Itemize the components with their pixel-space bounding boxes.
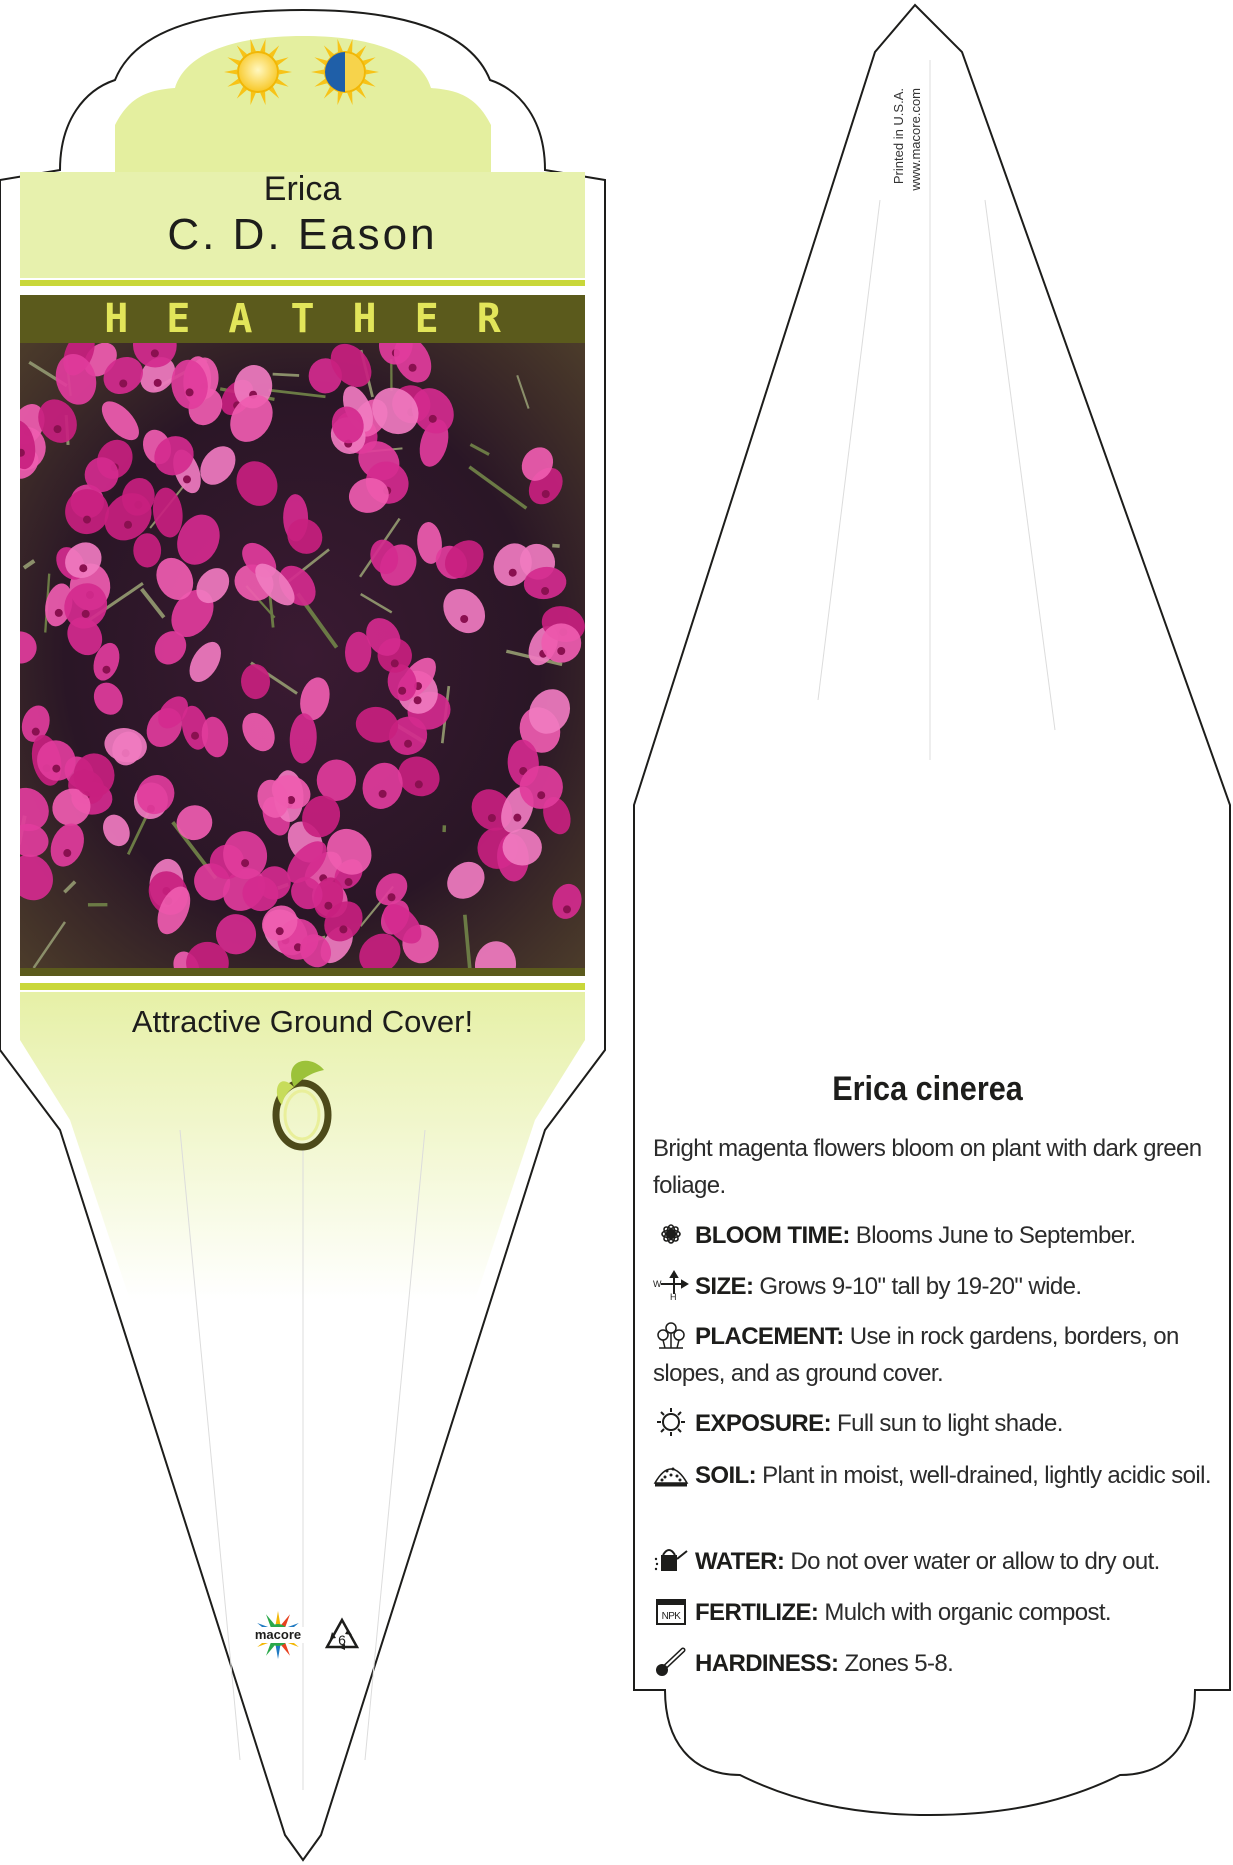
- heather-photo: [0, 316, 590, 990]
- sun-outline-icon: [653, 1407, 689, 1437]
- tagline: Attractive Ground Cover!: [131, 1004, 474, 1039]
- attribute-water: [653, 1543, 1221, 1580]
- printed-line-1: Printed in U.S.A.: [891, 88, 906, 185]
- thermometer-icon: [653, 1647, 689, 1677]
- plants-icon: [653, 1320, 689, 1350]
- fertilize-label: FERTILIZE:: [695, 1599, 819, 1626]
- photo-bottom-band: [20, 968, 585, 976]
- cultivar-name: C. D. Eason: [167, 210, 438, 259]
- flower-icon: [653, 1219, 689, 1249]
- size-arrows-icon: [653, 1270, 689, 1300]
- hardiness-label: HARDINESS:: [695, 1650, 839, 1677]
- size-h-letter: H: [670, 1292, 676, 1300]
- bloom-time-label: BLOOM TIME:: [695, 1222, 850, 1249]
- size-w-letter: W: [653, 1279, 661, 1289]
- hardiness-value: Zones 5-8.: [844, 1650, 954, 1677]
- size-value: Grows 9-10" tall by 19-20" wide.: [759, 1273, 1082, 1300]
- green-stripe-bottom: [20, 983, 585, 990]
- printed-line-2: www.macore.com: [908, 88, 923, 191]
- watering-can-icon: [653, 1545, 689, 1575]
- printed-info: [890, 88, 924, 238]
- species-title: Erica cinerea: [832, 1070, 1023, 1108]
- npk-text: NPK: [661, 1611, 681, 1622]
- placement-value: Use in rock gardens, borders, on slopes, and as ground cover.: [653, 1323, 1179, 1387]
- size-label: SIZE:: [695, 1273, 754, 1300]
- attribute-soil: [653, 1457, 1221, 1494]
- exposure-label: EXPOSURE:: [695, 1410, 831, 1437]
- green-stripe: [20, 280, 585, 286]
- attribute-bloom-time: [653, 1217, 1221, 1254]
- description: Bright magenta flowers bloom on plant with dark green foliage.: [653, 1135, 1202, 1199]
- common-name-banner: HEATHER: [104, 296, 539, 342]
- attribute-fertilize: [653, 1594, 1221, 1631]
- soil-pile-icon: [653, 1459, 689, 1489]
- exposure-value: Full sun to light shade.: [837, 1410, 1063, 1437]
- recycle-number: 6: [338, 1632, 346, 1648]
- fertilize-value: Mulch with organic compost.: [824, 1599, 1111, 1626]
- macore-logo-text: macore: [254, 1627, 302, 1642]
- soil-label: SOIL:: [695, 1462, 756, 1489]
- water-value: Do not over water or allow to dry out.: [790, 1548, 1160, 1575]
- attribute-hardiness: [653, 1645, 1221, 1682]
- genus-name: Erica: [263, 170, 342, 208]
- npk-fertilizer-icon: [653, 1596, 689, 1626]
- attribute-size: [653, 1268, 1221, 1305]
- bloom-time-value: Blooms June to September.: [855, 1222, 1136, 1249]
- soil-value: Plant in moist, well-drained, lightly acidic soil.: [762, 1462, 1211, 1489]
- placement-label: PLACEMENT:: [695, 1323, 844, 1350]
- water-label: WATER:: [695, 1548, 785, 1575]
- attribute-exposure: [653, 1405, 1221, 1442]
- attribute-placement: [653, 1318, 1221, 1392]
